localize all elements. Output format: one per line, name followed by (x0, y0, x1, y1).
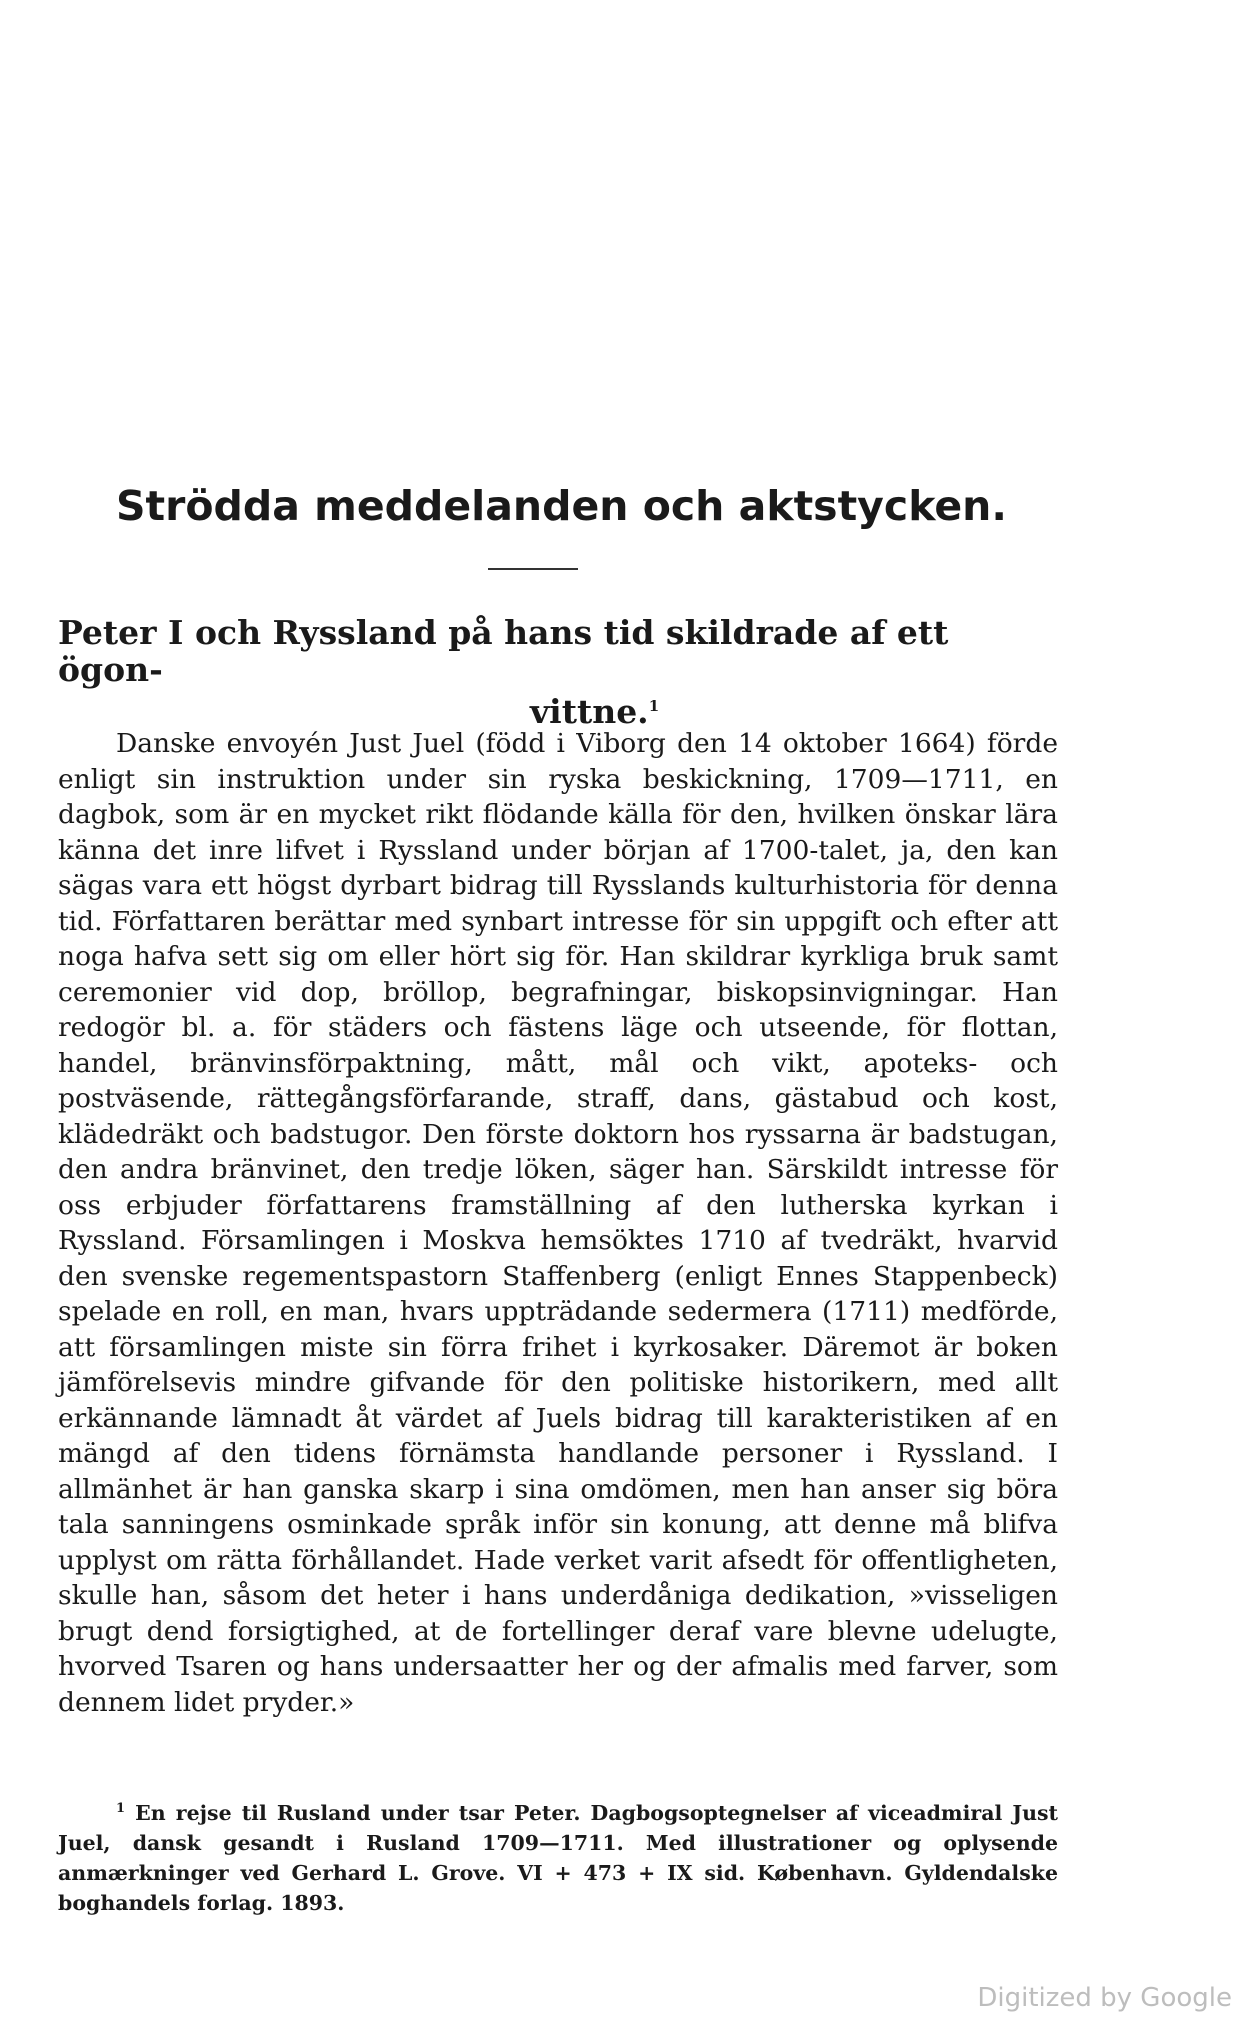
footnote-text: En rejse til Rusland under tsar Peter. Dagbogsoptegnelser af viceadmiral Just Juel, dansk gesandt i Rusland 1709—1711. Med illustrationer og oplysende anmærkninger ved Gerhard L. Grove. VI + 473 + IX sid. København. Gyldendalske boghandels forlag. 1893. (58, 1800, 1058, 1915)
watermark: Digitized by Google (977, 1983, 1232, 2013)
footnote-marker: 1 (116, 1801, 126, 1816)
footnote (58, 1794, 1058, 1918)
section-title: Strödda meddelanden och aktstycken. (116, 482, 1007, 530)
article-title-line-1: Peter I och Ryssland på hans tid skildrade af ett ögon- (58, 613, 949, 689)
body-paragraph: Danske envoyén Just Juel (född i Viborg den 14 oktober 1664) förde enligt sin instruktion under sin ryska beskickning, 1709—1711, en dagbok, som är en mycket rikt flödande källa för den, hvilken önskar lära känna det inre lifvet i Ryssland under början af 1700-talet, ja, den kan sägas vara ett högst dyrbart bidrag till Rysslands kulturhistoria för denna tid. Författaren berättar med synbart intresse för sin uppgift och efter att noga hafva sett sig om eller hört sig för. Han skildrar kyrkliga bruk samt ceremonier vid dop, bröllop, begrafningar, biskopsinvigningar. Han redogör bl. a. för städers och fästens läge och utseende, för flottan, handel, bränvinsförpaktning, mått, mål och vikt, apoteks- och postväsende, rättegångsförfarande, straff, dans, gästabud och kost, klädedräkt och badstugor. Den förste doktorn hos ryssarna är badstugan, den andra bränvinet, den tredje löken, säger han. Särskildt intresse för oss erbjuder författarens framställning af den lutherska kyrkan i Ryssland. Församlingen i Moskva hemsöktes 1710 af tvedräkt, hvarvid den svenske regementspastorn Staffenberg (enligt Ennes Stappenbeck) spelade en roll, en man, hvars uppträdande sedermera (1711) medförde, att församlingen miste sin förra frihet i kyrkosaker. Däremot är boken jämförelsevis mindre gifvande för den politiske historikern, med allt erkännande lämnadt åt värdet af Juels bidrag till karakteristiken af en mängd af den tidens förnämsta handlande personer i Ryssland. I allmänhet är han ganska skarp i sina omdömen, men han anser sig böra tala sanningens osminkade språk inför sin konung, att denne må blifva upplyst om rätta förhållandet. Hade verket varit afsedt för offentligheten, skulle han, såsom det heter i hans underdåniga dedikation, »visseligen brugt dend forsigtighed, at de fortellinger deraf vare blevne udelugte, hvorved Tsaren og hans undersaatter her og der afmalis med farver, som dennem lidet pryder.» (58, 728, 1058, 1718)
title-rule (488, 568, 578, 570)
article-title (58, 614, 1058, 730)
article-title-line-2 (58, 688, 1058, 730)
article-title-line-2-text: vittne. (530, 692, 649, 731)
title-footnote-marker: 1 (648, 697, 660, 715)
